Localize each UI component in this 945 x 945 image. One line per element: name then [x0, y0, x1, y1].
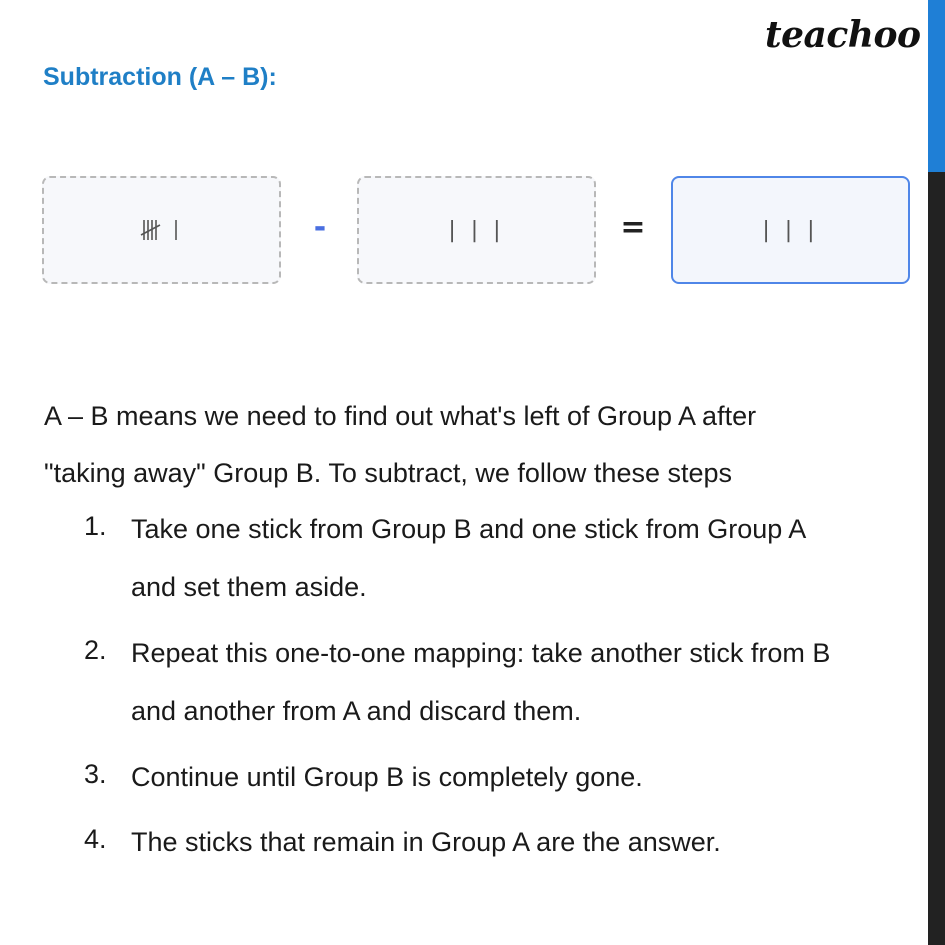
- step-number: 1.: [84, 511, 107, 541]
- step-line: Repeat this one-to-one mapping: take another stick from B: [131, 638, 831, 668]
- step-line: and another from A and discard them.: [131, 696, 582, 726]
- step-number: 3.: [84, 759, 107, 789]
- result-box: [671, 176, 910, 284]
- right-edge-accent: [928, 0, 945, 172]
- step-text: [131, 500, 921, 616]
- step-line: Take one stick from Group B and one stick from Group A: [131, 514, 807, 544]
- group-b-tally: | | |: [448, 217, 505, 243]
- step-text: [131, 748, 921, 806]
- explanation-line-1: A – B means we need to find out what's left of Group A after: [44, 401, 757, 431]
- teachoo-logo: teachoo: [765, 14, 921, 56]
- step-text: [131, 624, 921, 740]
- step-line: The sticks that remain in Group A are the answer.: [131, 827, 721, 857]
- step-number: 4.: [84, 824, 107, 854]
- explanation-line-2: "taking away" Group B. To subtract, we follow these steps: [44, 458, 733, 488]
- group-b-box: [357, 176, 596, 284]
- result-tally: | | |: [762, 217, 819, 243]
- step-line: and set them aside.: [131, 572, 367, 602]
- group-a-tally-icon: [140, 217, 184, 243]
- step-number: 2.: [84, 635, 107, 665]
- step-line: Continue until Group B is completely gone.: [131, 762, 643, 792]
- right-edge-bar: [928, 0, 945, 945]
- section-title: Subtraction (A – B):: [43, 63, 277, 91]
- explanation-paragraph: [44, 388, 904, 502]
- step-text: [131, 813, 921, 871]
- minus-operator: -: [313, 210, 327, 245]
- equals-operator: =: [620, 210, 646, 245]
- group-a-box: [42, 176, 281, 284]
